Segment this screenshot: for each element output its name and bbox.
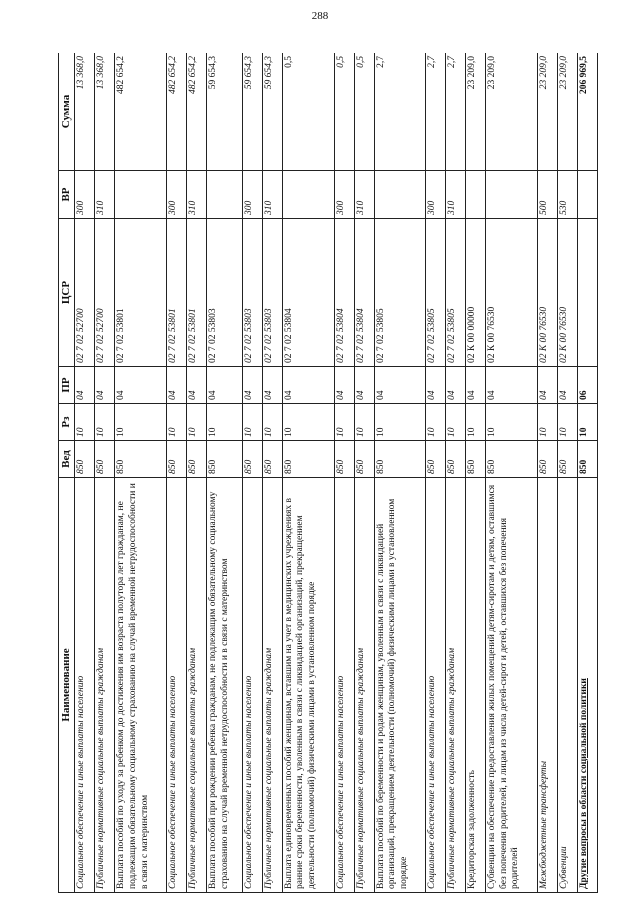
cell-vea: 850 — [242, 441, 262, 478]
table-row — [282, 53, 334, 893]
cell-name: Выплата пособий при рождении ребенка гражданам, не подлежащим обязательному социальному страхованию на случай временной нетрудоспособности и в связи с материнством — [207, 478, 243, 893]
header-rz: Рз — [59, 404, 75, 441]
cell-sum: 0,5 — [282, 53, 334, 171]
cell-csr: 02 7 02 53805 — [446, 219, 466, 367]
cell-rz: 10 — [446, 404, 466, 441]
cell-vea: 850 — [466, 441, 486, 478]
table-row — [486, 53, 538, 893]
cell-rz: 10 — [334, 404, 354, 441]
cell-name: Социальное обеспечение и иные выплаты населению — [426, 478, 446, 893]
cell-sum: 0,5 — [354, 53, 374, 171]
cell-csr: 02 К 00 76530 — [557, 219, 577, 367]
table-header-row — [59, 53, 75, 893]
page-number: 288 — [311, 10, 329, 22]
cell-name: Другие вопросы в области социальной политики — [577, 478, 597, 893]
cell-vea: 850 — [75, 441, 95, 478]
cell-pr: 04 — [167, 367, 187, 404]
cell-rz: 10 — [242, 404, 262, 441]
table-row — [207, 53, 243, 893]
cell-vea: 850 — [537, 441, 557, 478]
cell-vr: 530 — [557, 171, 577, 219]
cell-vr: 300 — [75, 171, 95, 219]
cell-csr: 02 7 02 52700 — [95, 219, 115, 367]
cell-name: Публичные нормативные социальные выплаты гражданам — [95, 478, 115, 893]
cell-name: Социальное обеспечение и иные выплаты населению — [242, 478, 262, 893]
cell-vr — [466, 171, 486, 219]
table-row — [75, 53, 95, 893]
cell-rz: 10 — [207, 404, 243, 441]
cell-name: Выплата пособий по беременности и родам женщинам, уволенным в связи с ликвидацией организаций, прекращением деятельности (полномочий) физическими лицами в установленном порядке — [374, 478, 426, 893]
cell-name: Социальное обеспечение и иные выплаты населению — [334, 478, 354, 893]
cell-vr: 310 — [95, 171, 115, 219]
cell-sum: 206 969,5 — [577, 53, 597, 171]
cell-pr: 04 — [282, 367, 334, 404]
table-row — [187, 53, 207, 893]
cell-csr: 02 7 02 53801 — [115, 219, 167, 367]
cell-csr — [577, 219, 597, 367]
cell-rz: 10 — [577, 404, 597, 441]
cell-vea: 850 — [426, 441, 446, 478]
cell-rz: 10 — [426, 404, 446, 441]
cell-vr: 310 — [354, 171, 374, 219]
table-row — [374, 53, 426, 893]
cell-sum: 2,7 — [426, 53, 446, 171]
cell-rz: 10 — [557, 404, 577, 441]
table-row — [577, 53, 597, 893]
cell-pr: 04 — [207, 367, 243, 404]
cell-csr: 02 7 02 53803 — [262, 219, 282, 367]
cell-vr — [374, 171, 426, 219]
table-row — [95, 53, 115, 893]
cell-csr: 02 7 02 52700 — [75, 219, 95, 367]
cell-name: Социальное обеспечение и иные выплаты населению — [167, 478, 187, 893]
cell-rz: 10 — [466, 404, 486, 441]
cell-vea: 850 — [167, 441, 187, 478]
cell-sum: 23 209,0 — [466, 53, 486, 171]
cell-csr: 02 К 00 00000 — [466, 219, 486, 367]
cell-sum: 482 654,2 — [115, 53, 167, 171]
cell-csr: 02 7 02 53804 — [282, 219, 334, 367]
cell-vea: 850 — [115, 441, 167, 478]
cell-vr: 310 — [187, 171, 207, 219]
table-row — [115, 53, 167, 893]
cell-vea: 850 — [207, 441, 243, 478]
cell-csr: 02 7 02 53805 — [374, 219, 426, 367]
cell-vea: 850 — [262, 441, 282, 478]
cell-sum: 13 368,0 — [75, 53, 95, 171]
table-row — [466, 53, 486, 893]
header-sum: Сумма — [59, 53, 75, 171]
cell-pr: 04 — [334, 367, 354, 404]
cell-name: Субвенции на обеспечение предоставления жилых помещений детям-сиротам и детям, оставшимся без попечения родителей, и лицам из числа детей-сирот и детей, оставшихся без попечения родителей — [486, 478, 538, 893]
cell-vr: 500 — [537, 171, 557, 219]
table-row — [557, 53, 577, 893]
cell-sum: 23 209,0 — [537, 53, 557, 171]
cell-pr: 04 — [466, 367, 486, 404]
table-row — [242, 53, 262, 893]
cell-vea: 850 — [374, 441, 426, 478]
rotated-table-container — [58, 53, 598, 893]
cell-pr: 06 — [577, 367, 597, 404]
cell-vea: 850 — [577, 441, 597, 478]
cell-sum: 2,7 — [446, 53, 466, 171]
cell-name: Публичные нормативные социальные выплаты гражданам — [187, 478, 207, 893]
cell-vr — [207, 171, 243, 219]
header-vea: Вед — [59, 441, 75, 478]
cell-rz: 10 — [354, 404, 374, 441]
cell-pr: 04 — [75, 367, 95, 404]
cell-csr: 02 7 02 53805 — [426, 219, 446, 367]
header-pr: ПР — [59, 367, 75, 404]
cell-pr: 04 — [537, 367, 557, 404]
cell-sum: 13 368,0 — [95, 53, 115, 171]
cell-name: Публичные нормативные социальные выплаты гражданам — [354, 478, 374, 893]
cell-rz: 10 — [486, 404, 538, 441]
cell-csr: 02 7 02 53803 — [242, 219, 262, 367]
cell-vea: 850 — [446, 441, 466, 478]
table-row — [426, 53, 446, 893]
table-row — [334, 53, 354, 893]
cell-pr: 04 — [426, 367, 446, 404]
cell-name: Межбюджетные трансферты — [537, 478, 557, 893]
cell-pr: 04 — [557, 367, 577, 404]
cell-vea: 850 — [95, 441, 115, 478]
cell-sum: 2,7 — [374, 53, 426, 171]
cell-vr: 310 — [446, 171, 466, 219]
cell-pr: 04 — [262, 367, 282, 404]
cell-csr: 02 7 02 53801 — [167, 219, 187, 367]
budget-table — [58, 53, 598, 893]
cell-vea: 850 — [334, 441, 354, 478]
cell-sum: 23 209,0 — [557, 53, 577, 171]
cell-csr: 02 К 00 76530 — [537, 219, 557, 367]
cell-pr: 04 — [486, 367, 538, 404]
cell-pr: 04 — [354, 367, 374, 404]
cell-csr: 02 К 00 76530 — [486, 219, 538, 367]
cell-vr: 310 — [262, 171, 282, 219]
cell-name: Социальное обеспечение и иные выплаты населению — [75, 478, 95, 893]
cell-rz: 10 — [537, 404, 557, 441]
cell-vea: 850 — [187, 441, 207, 478]
cell-rz: 10 — [95, 404, 115, 441]
cell-csr: 02 7 02 53804 — [334, 219, 354, 367]
cell-vr — [577, 171, 597, 219]
cell-pr: 04 — [242, 367, 262, 404]
cell-vea: 850 — [486, 441, 538, 478]
cell-vea: 850 — [282, 441, 334, 478]
cell-name: Выплата единовременных пособий женщинам, вставшим на учет в медицинских учреждениях в ранние сроки беременности, уволенным в связи с ликвидацией организаций, прекращением деятельности (полномочий) физическими лицами в установленном порядке — [282, 478, 334, 893]
cell-name: Кредиторская задолженность — [466, 478, 486, 893]
cell-pr: 04 — [115, 367, 167, 404]
table-body — [75, 53, 598, 893]
table-row — [354, 53, 374, 893]
cell-name: Публичные нормативные социальные выплаты гражданам — [262, 478, 282, 893]
cell-pr: 04 — [446, 367, 466, 404]
cell-name: Субвенции — [557, 478, 577, 893]
cell-sum: 59 654,3 — [262, 53, 282, 171]
cell-rz: 10 — [75, 404, 95, 441]
cell-pr: 04 — [187, 367, 207, 404]
cell-sum: 482 654,2 — [167, 53, 187, 171]
table-row — [446, 53, 466, 893]
cell-csr: 02 7 02 53804 — [354, 219, 374, 367]
cell-rz: 10 — [167, 404, 187, 441]
cell-pr: 04 — [374, 367, 426, 404]
cell-sum: 0,5 — [334, 53, 354, 171]
cell-rz: 10 — [374, 404, 426, 441]
cell-csr: 02 7 02 53803 — [207, 219, 243, 367]
cell-rz: 10 — [282, 404, 334, 441]
cell-sum: 482 654,2 — [187, 53, 207, 171]
cell-vr: 300 — [167, 171, 187, 219]
cell-sum: 59 654,3 — [242, 53, 262, 171]
cell-name: Выплата пособий по уходу за ребенком до достижения им возраста полутора лет гражданам, не подлежащим обязательному социальному страхованию на случай временной нетрудоспособности и в связи с материнством — [115, 478, 167, 893]
rotated-table-area — [58, 53, 598, 893]
cell-csr: 02 7 02 53801 — [187, 219, 207, 367]
cell-sum: 59 654,3 — [207, 53, 243, 171]
table-row — [537, 53, 557, 893]
cell-vr: 300 — [242, 171, 262, 219]
header-csr: ЦСР — [59, 219, 75, 367]
cell-vr: 300 — [334, 171, 354, 219]
cell-sum: 23 209,0 — [486, 53, 538, 171]
cell-vr — [115, 171, 167, 219]
header-name: Наименование — [59, 478, 75, 893]
cell-vr — [486, 171, 538, 219]
cell-vea: 850 — [557, 441, 577, 478]
table-row — [167, 53, 187, 893]
cell-rz: 10 — [262, 404, 282, 441]
cell-rz: 10 — [187, 404, 207, 441]
cell-rz: 10 — [115, 404, 167, 441]
table-row — [262, 53, 282, 893]
cell-pr: 04 — [95, 367, 115, 404]
header-vr: ВР — [59, 171, 75, 219]
cell-vr: 300 — [426, 171, 446, 219]
cell-vea: 850 — [354, 441, 374, 478]
cell-name: Публичные нормативные социальные выплаты гражданам — [446, 478, 466, 893]
cell-vr — [282, 171, 334, 219]
